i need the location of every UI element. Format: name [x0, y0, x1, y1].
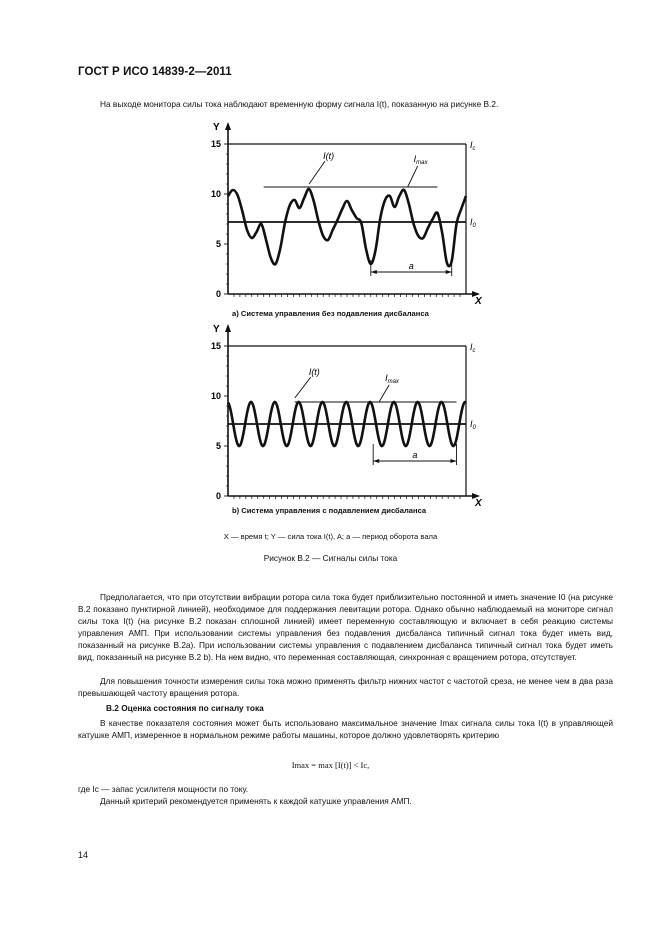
- y-tick-label: 5: [215, 441, 221, 451]
- signal-label-leader: [309, 161, 325, 184]
- ic-label: $I_c$: [470, 140, 476, 152]
- y-tick-label: 10: [210, 189, 221, 199]
- body-paragraph-2: Для повышения точности измерения силы тока можно применять фильтр нижних частот с частотой среза, не менее чем в два раза превышающей частоту вращения ротора.: [78, 676, 613, 698]
- y-axis-label: Y: [213, 324, 220, 335]
- chart-a: [190, 118, 490, 308]
- section-paragraph: В качестве показателя состояния может быть использовано максимальное значение Imax сигнала силы тока I(t) в управляющей катушке АМП, измеренное в нормальном режиме работы машины, которое должно удовлетворять критерию: [78, 718, 613, 740]
- y-tick-label: 0: [215, 491, 221, 501]
- chart-b-title: b) Система управления с подавлением дисбаланса: [232, 506, 427, 515]
- y-tick-label: 0: [215, 289, 221, 299]
- signal-label-leader: [295, 377, 311, 398]
- y-axis-label: Y: [213, 122, 220, 133]
- signal-label: I(t): [308, 367, 320, 377]
- where-text: где Ic — запас усилителя мощности по току.: [78, 784, 249, 794]
- period-label: a: [412, 450, 418, 460]
- body-paragraph-1: Предполагается, что при отсутствии вибрации ротора сила тока будет приблизительно постоянной и иметь значение I0 (на рисунке В.2 показано пунктирной линией), необходимое для поддержания левитации ротора. Однако обычно наблюдаемый на мониторе сигнал силы тока I(t) (на рисунке В.2 показан сплошной линией) имеет переменную составляющую и включает в себя реакцию системы управления АМП. При использовании системы управления без подавления дисбаланса типичный сигнал тока будет иметь вид, показанный на рисунке В.2а). При использовании системы управления с подавлением дисбаланса типичный сигнал тока будет иметь вид, показанный на рисунке В.2 b). На нем видно, что переменная составляющая, синхронная с вращением ротора, отсутствует.: [78, 592, 613, 662]
- document-header: ГОСТ Р ИСО 14839-2—2011: [78, 66, 232, 78]
- y-tick-label: 10: [210, 391, 221, 401]
- ic-label: $I_c$: [470, 342, 476, 354]
- i0-label: $I_0$: [470, 217, 476, 229]
- imax-label: $I_{max}$: [413, 154, 428, 166]
- period-label: a: [408, 261, 414, 271]
- y-axis-arrow: [225, 122, 231, 130]
- y-tick-label: 15: [210, 139, 221, 149]
- imax-label: $I_{max}$: [385, 373, 399, 385]
- y-tick-label: 15: [210, 341, 221, 351]
- figure-legend: X — время t; Y — сила тока I(t), A; a — период оборота вала: [223, 532, 438, 541]
- i0-label: $I_0$: [470, 419, 476, 431]
- x-axis-label: X: [475, 498, 482, 509]
- imax-label-leader: [408, 166, 418, 187]
- x-axis-label: X: [475, 296, 482, 307]
- section-title: В.2 Оценка состояния по сигналу тока: [106, 703, 264, 713]
- intro-paragraph: На выходе монитора силы тока наблюдают временную форму сигнала I(t), показанную на рисунке В.2.: [100, 99, 499, 109]
- signal-line: [228, 189, 466, 266]
- signal-label: I(t): [323, 151, 335, 161]
- imax-label-leader: [379, 385, 389, 402]
- chart-b: [190, 320, 490, 510]
- final-paragraph: Данный критерий рекомендуется применять к каждой катушке управления АМП.: [100, 796, 412, 806]
- period-arrow-left: [373, 459, 379, 463]
- criterion-formula: Imax = max [I(t)] < Ic,: [291, 760, 370, 770]
- period-arrow-left: [371, 270, 377, 274]
- period-arrow-right: [450, 459, 456, 463]
- y-axis-arrow: [225, 324, 231, 332]
- page-number: 14: [78, 850, 89, 860]
- y-tick-label: 5: [215, 239, 221, 249]
- chart-a-title: а) Система управления без подавления дисбаланса: [232, 309, 429, 318]
- period-arrow-right: [446, 270, 452, 274]
- figure-caption: Рисунок В.2 — Сигналы силы тока: [263, 553, 398, 563]
